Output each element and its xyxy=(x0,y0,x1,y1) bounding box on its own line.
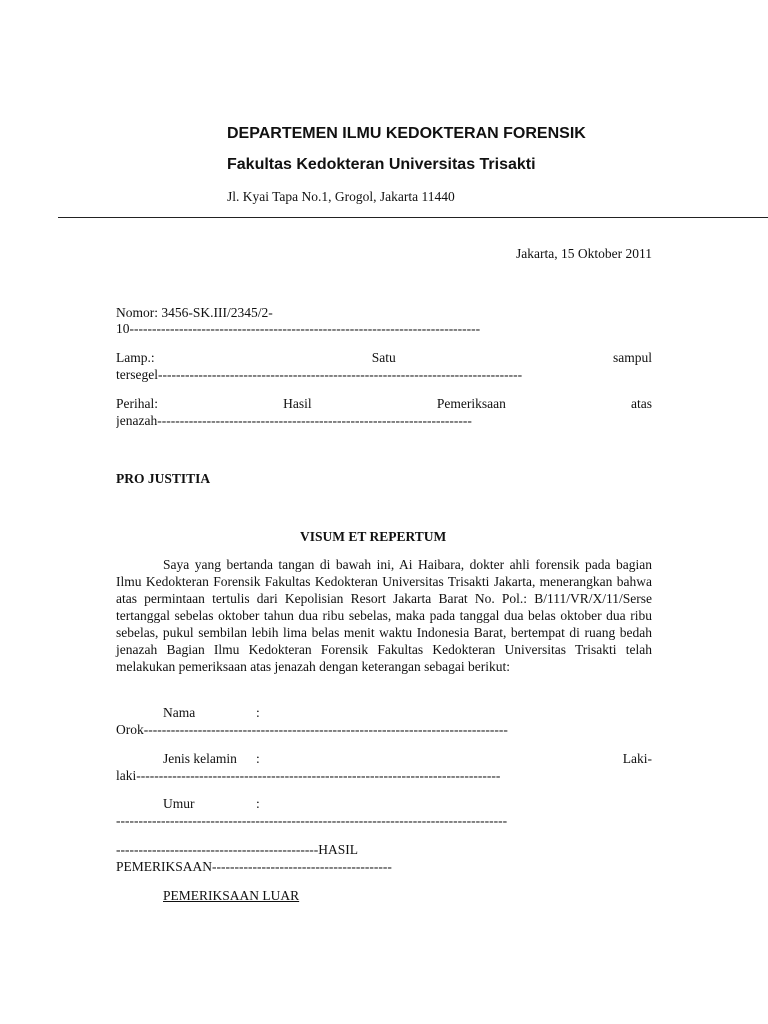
lamp-continuation: tersegel--------------------------------------------------------------------------------- xyxy=(116,367,523,382)
field-nama-label: Nama xyxy=(163,705,196,720)
header-divider xyxy=(58,217,768,218)
lamp-line xyxy=(116,350,652,366)
field-umur-label: Umur xyxy=(163,796,195,811)
perihal-word-2: Pemeriksaan xyxy=(436,396,506,411)
field-gender-continuation: laki--------------------------------------------------------------------------------- xyxy=(116,768,501,783)
lamp-label: Lamp.: xyxy=(116,350,155,365)
perihal-word-3: atas xyxy=(631,396,652,411)
field-umur-value: --------------------------------------------------------------------------------------- xyxy=(116,813,508,828)
field-umur-colon: : xyxy=(256,796,260,811)
field-nama-value: Orok--------------------------------------------------------------------------------- xyxy=(116,722,508,737)
lamp-value-2: sampul xyxy=(612,350,652,365)
body-paragraph: Saya yang bertanda tangan di bawah ini, Ai Haibara, dokter ahli forensik pada bagian Ilmu Kedokteran Forensik Fakultas Kedokteran Universitas Trisakti Jakarta, menerangkan bahwa atas permintaan tertulis dari Kepolisian Resort Jakarta Barat No. Pol.: B/111/VR/X/11/Serse tertanggal sebelas oktober tahun dua ribu sebelas, maka pada tanggal dua belas oktober dua ribu sebelas, pukul sembilan lebih lima belas menit waktu Indonesia Barat, bertempat di ruang bedah jenazah Bagian Ilmu Kedokteran Forensik Fakultas Kedokteran Universitas Trisakti telah melakukan pemeriksaan atas jenazah dengan keterangan sebagai berikut: xyxy=(116,557,652,674)
perihal-word-1: Hasil xyxy=(283,396,312,411)
field-gender-colon: : xyxy=(256,751,260,766)
perihal-line xyxy=(116,396,652,412)
perihal-continuation: jenazah---------------------------------------------------------------------- xyxy=(116,413,472,428)
section-pemeriksaan-luar: PEMERIKSAAN LUAR xyxy=(163,888,300,903)
nomor-line: Nomor: 3456-SK.III/2345/2- xyxy=(116,305,273,320)
visum-title: VISUM ET REPERTUM xyxy=(300,529,447,544)
date-line: Jakarta, 15 Oktober 2011 xyxy=(516,246,652,261)
field-nama-colon: : xyxy=(256,705,260,720)
nomor-continuation: 10------------------------------------------------------------------------------ xyxy=(116,321,481,336)
hasil-line-1: ---------------------------------------------HASIL xyxy=(116,842,359,857)
perihal-label: Perihal: xyxy=(116,396,158,411)
pro-justitia-heading: PRO JUSTITIA xyxy=(116,471,211,486)
address-line: Jl. Kyai Tapa No.1, Grogol, Jakarta 11440 xyxy=(227,189,455,204)
lamp-value: Satu xyxy=(371,350,396,365)
field-gender-label: Jenis kelamin xyxy=(163,751,237,766)
department-title: DEPARTEMEN ILMU KEDOKTERAN FORENSIK xyxy=(227,125,586,142)
hasil-line-2: PEMERIKSAAN---------------------------------------- xyxy=(116,859,392,874)
field-gender-value: Laki- xyxy=(622,751,652,766)
faculty-title: Fakultas Kedokteran Universitas Trisakti xyxy=(227,156,536,173)
